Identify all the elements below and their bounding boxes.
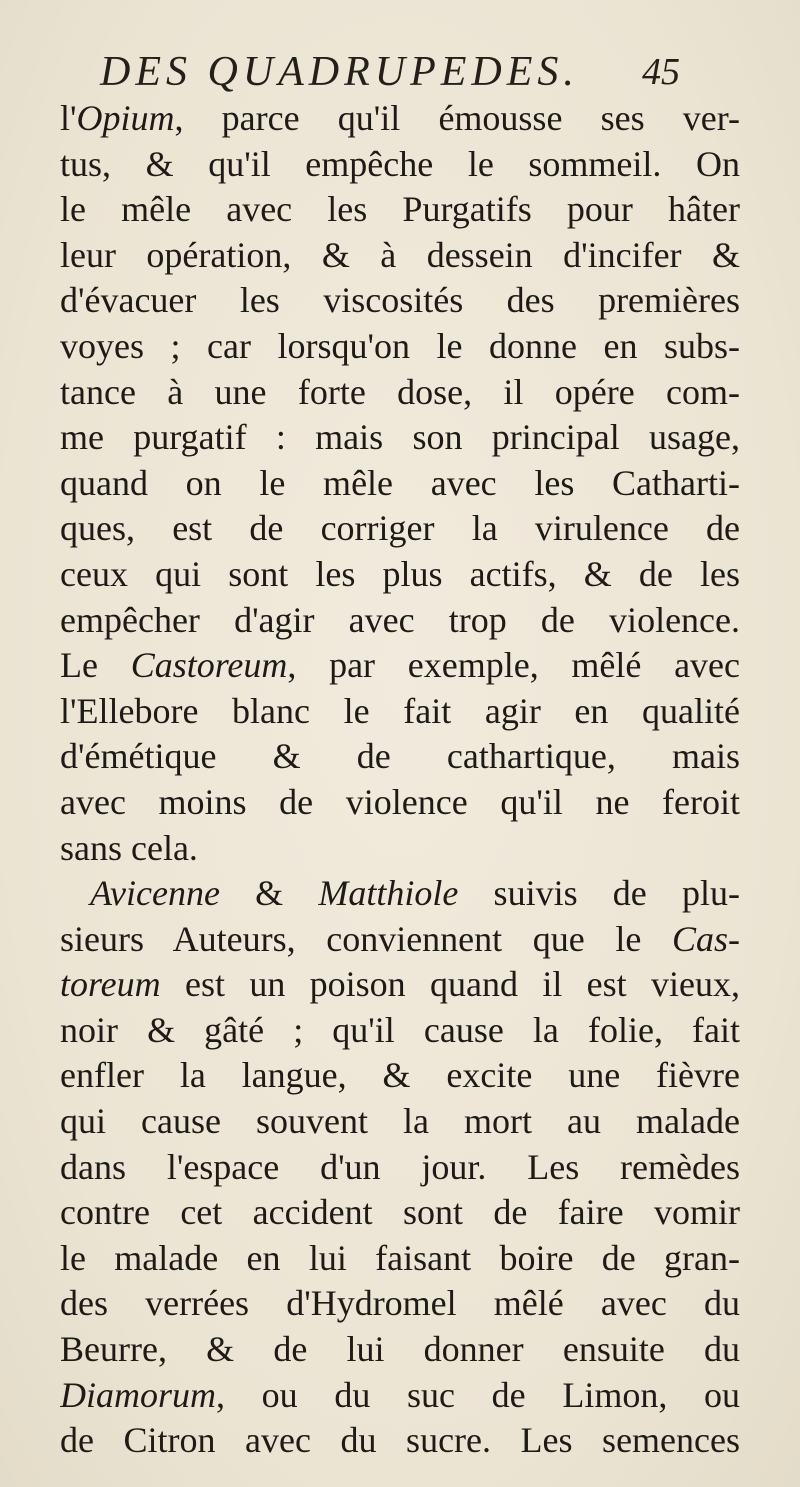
- text-segment: me purgatif : mais son principal usage,: [60, 417, 740, 458]
- text-segment: sieurs Auteurs, conviennent que le: [60, 918, 672, 959]
- text-line: [60, 187, 740, 233]
- text-line: [60, 917, 740, 963]
- text-segment: l': [60, 98, 77, 138]
- text-line: [60, 324, 740, 370]
- text-segment: de Citron avec du sucre. Les semences: [60, 1420, 740, 1461]
- running-title: DES QUADRUPEDES.: [100, 49, 579, 95]
- text-segment: , par exemple, mêlé avec: [287, 645, 740, 686]
- text-segment: suivis de plu-: [458, 873, 740, 914]
- text-line: [60, 370, 740, 416]
- text-segment: avec moins de violence qu'il ne feroit: [60, 781, 740, 822]
- text-segment: des verrées d'Hydromel mêlé avec du: [60, 1283, 740, 1324]
- text-line: [60, 1008, 740, 1054]
- text-segment: &: [219, 873, 319, 914]
- text-segment: qui cause souvent la mort au malade: [60, 1101, 740, 1142]
- text-line: [60, 826, 740, 872]
- text-segment: est un poison quand il est vieux,: [160, 964, 740, 1005]
- text-segment: enfler la langue, & excite une fièvre: [60, 1055, 740, 1096]
- page-number: 45: [642, 51, 680, 93]
- text-line: [60, 1190, 740, 1236]
- text-line: [60, 278, 740, 324]
- text-segment: d'évacuer les viscosités des premières: [60, 280, 740, 321]
- italic-text: toreum: [60, 964, 161, 1005]
- text-line: [60, 689, 740, 735]
- text-segment: empêcher d'agir avec trop de violence.: [60, 599, 740, 640]
- italic-text: Diamorum: [60, 1374, 217, 1415]
- text-line: [60, 780, 740, 826]
- text-segment: dans l'espace d'un jour. Les remèdes: [60, 1146, 740, 1187]
- italic-text: Matthiole: [318, 873, 459, 914]
- text-segment: ceux qui sont les plus actifs, & de les: [60, 553, 740, 594]
- text-line: [60, 1327, 740, 1373]
- text-line: [60, 461, 740, 507]
- text-line: [60, 506, 740, 552]
- text-segment: noir & gâté ; qu'il cause la folie, fait: [60, 1009, 740, 1050]
- text-segment: l'Ellebore blanc le fait agir en qualité: [60, 690, 740, 731]
- text-line: [60, 871, 740, 917]
- text-line: [60, 643, 740, 689]
- text-segment: sans cela.: [60, 827, 198, 868]
- text-line: [60, 1418, 740, 1464]
- text-segment: leur opération, & à dessein d'incifer &: [60, 234, 740, 275]
- text-line: [60, 233, 740, 279]
- text-segment: contre cet accident sont de faire vomir: [60, 1192, 740, 1233]
- italic-text: Castoreum: [130, 645, 288, 686]
- text-segment: Beurre, & de lui donner ensuite du: [60, 1329, 740, 1370]
- text-line: [60, 142, 740, 188]
- text-segment: quand on le mêle avec les Catharti-: [60, 462, 740, 503]
- text-line: [60, 962, 740, 1008]
- text-line: [60, 1099, 740, 1145]
- text-segment: Le: [60, 645, 131, 686]
- text-line: [60, 734, 740, 780]
- text-segment: tus, & qu'il empêche le sommeil. On: [60, 143, 740, 184]
- text-line: [60, 1373, 740, 1419]
- text-segment: , parce qu'il émousse ses ver-: [174, 98, 740, 138]
- text-line: [60, 415, 740, 461]
- italic-text: Opium: [76, 98, 175, 138]
- body-text: [60, 96, 740, 1464]
- italic-text: Cas-: [671, 918, 740, 959]
- text-segment: d'émétique & de cathartique, mais: [60, 736, 740, 777]
- text-segment: voyes ; car lorsqu'on le donne en subs-: [60, 325, 740, 366]
- text-segment: , ou du suc de Limon, ou: [216, 1374, 740, 1415]
- text-line: [60, 1236, 740, 1282]
- text-line: [60, 1053, 740, 1099]
- running-head: [100, 44, 680, 104]
- text-line: [60, 552, 740, 598]
- text-line: [60, 1281, 740, 1327]
- text-segment: ques, est de corriger la virulence de: [60, 508, 740, 549]
- text-segment: tance à une forte dose, il opére com-: [60, 371, 740, 412]
- text-line: [60, 96, 740, 142]
- text-segment: le mêle avec les Purgatifs pour hâter: [60, 189, 740, 230]
- text-line: [60, 1145, 740, 1191]
- text-segment: le malade en lui faisant boire de gran-: [60, 1237, 740, 1278]
- text-line: [60, 598, 740, 644]
- italic-text: Avicenne: [90, 873, 220, 914]
